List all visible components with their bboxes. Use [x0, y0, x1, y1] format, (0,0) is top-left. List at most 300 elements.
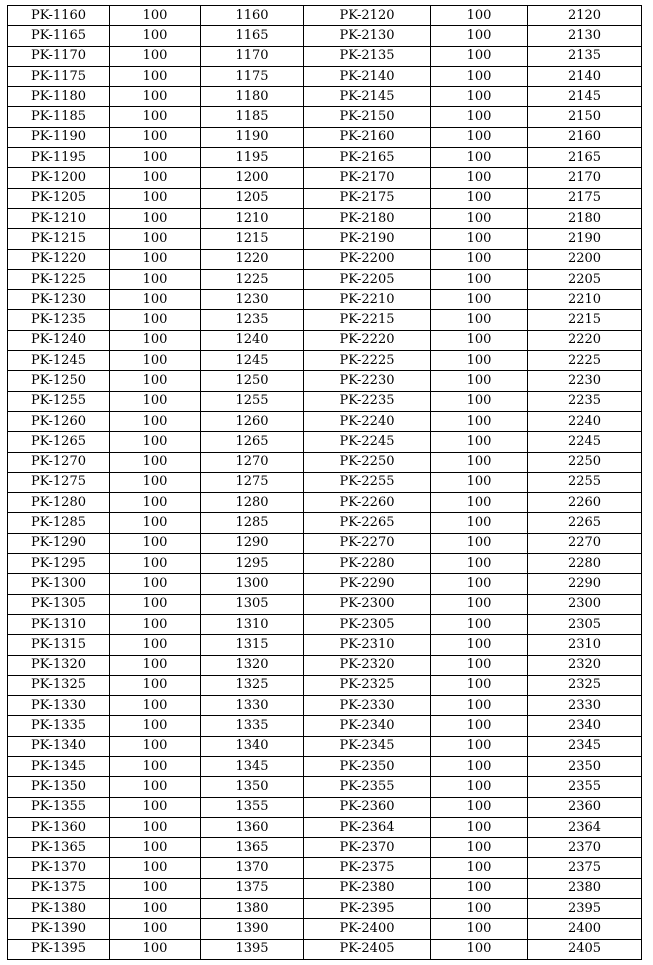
table-row — [8, 168, 642, 188]
left-qty-cell: 100 — [110, 310, 201, 330]
right-code-cell: PK-2150 — [304, 107, 431, 127]
right-number-cell: 2215 — [528, 310, 642, 330]
right-qty-cell: 100 — [431, 493, 528, 513]
right-qty-cell: 100 — [431, 249, 528, 269]
left-qty-cell: 100 — [110, 858, 201, 878]
right-code-cell: PK-2205 — [304, 269, 431, 289]
right-code-cell: PK-2140 — [304, 66, 431, 86]
right-qty-cell: 100 — [431, 411, 528, 431]
table-row — [8, 188, 642, 208]
right-number-cell: 2380 — [528, 878, 642, 898]
left-number-cell: 1320 — [201, 655, 304, 675]
left-code-cell: PK-1160 — [8, 6, 110, 26]
right-number-cell: 2370 — [528, 838, 642, 858]
left-qty-cell: 100 — [110, 635, 201, 655]
right-number-cell: 2240 — [528, 411, 642, 431]
right-number-cell: 2225 — [528, 351, 642, 371]
right-number-cell: 2364 — [528, 817, 642, 837]
left-qty-cell: 100 — [110, 513, 201, 533]
left-qty-cell: 100 — [110, 472, 201, 492]
right-code-cell: PK-2340 — [304, 716, 431, 736]
right-number-cell: 2340 — [528, 716, 642, 736]
right-number-cell: 2305 — [528, 614, 642, 634]
table-row — [8, 716, 642, 736]
right-code-cell: PK-2165 — [304, 148, 431, 168]
left-qty-cell: 100 — [110, 208, 201, 228]
table-row — [8, 6, 642, 26]
table-row — [8, 127, 642, 147]
right-number-cell: 2355 — [528, 777, 642, 797]
left-number-cell: 1395 — [201, 939, 304, 959]
left-number-cell: 1170 — [201, 46, 304, 66]
left-number-cell: 1350 — [201, 777, 304, 797]
right-number-cell: 2220 — [528, 330, 642, 350]
left-qty-cell: 100 — [110, 269, 201, 289]
left-code-cell: PK-1395 — [8, 939, 110, 959]
left-qty-cell: 100 — [110, 655, 201, 675]
table-row — [8, 554, 642, 574]
table-row — [8, 533, 642, 553]
left-qty-cell: 100 — [110, 756, 201, 776]
table-row — [8, 513, 642, 533]
right-code-cell: PK-2270 — [304, 533, 431, 553]
left-number-cell: 1310 — [201, 614, 304, 634]
right-number-cell: 2230 — [528, 371, 642, 391]
left-qty-cell: 100 — [110, 493, 201, 513]
left-code-cell: PK-1190 — [8, 127, 110, 147]
left-number-cell: 1365 — [201, 838, 304, 858]
left-qty-cell: 100 — [110, 46, 201, 66]
right-number-cell: 2140 — [528, 66, 642, 86]
left-qty-cell: 100 — [110, 371, 201, 391]
right-number-cell: 2170 — [528, 168, 642, 188]
right-code-cell: PK-2355 — [304, 777, 431, 797]
left-qty-cell: 100 — [110, 411, 201, 431]
left-number-cell: 1335 — [201, 716, 304, 736]
left-code-cell: PK-1270 — [8, 452, 110, 472]
left-number-cell: 1270 — [201, 452, 304, 472]
left-code-cell: PK-1215 — [8, 229, 110, 249]
table-row — [8, 655, 642, 675]
left-code-cell: PK-1285 — [8, 513, 110, 533]
left-code-cell: PK-1165 — [8, 26, 110, 46]
left-qty-cell: 100 — [110, 817, 201, 837]
right-number-cell: 2265 — [528, 513, 642, 533]
right-qty-cell: 100 — [431, 269, 528, 289]
table-row — [8, 614, 642, 634]
left-code-cell: PK-1250 — [8, 371, 110, 391]
left-qty-cell: 100 — [110, 899, 201, 919]
right-qty-cell: 100 — [431, 939, 528, 959]
left-code-cell: PK-1355 — [8, 797, 110, 817]
left-code-cell: PK-1345 — [8, 756, 110, 776]
table-row — [8, 148, 642, 168]
left-code-cell: PK-1300 — [8, 574, 110, 594]
left-number-cell: 1225 — [201, 269, 304, 289]
right-number-cell: 2345 — [528, 736, 642, 756]
left-qty-cell: 100 — [110, 838, 201, 858]
right-number-cell: 2135 — [528, 46, 642, 66]
table-row — [8, 411, 642, 431]
left-qty-cell: 100 — [110, 797, 201, 817]
right-number-cell: 2145 — [528, 87, 642, 107]
right-number-cell: 2190 — [528, 229, 642, 249]
right-code-cell: PK-2180 — [304, 208, 431, 228]
right-qty-cell: 100 — [431, 351, 528, 371]
right-qty-cell: 100 — [431, 675, 528, 695]
right-qty-cell: 100 — [431, 736, 528, 756]
left-qty-cell: 100 — [110, 696, 201, 716]
right-qty-cell: 100 — [431, 594, 528, 614]
right-code-cell: PK-2300 — [304, 594, 431, 614]
left-qty-cell: 100 — [110, 148, 201, 168]
right-qty-cell: 100 — [431, 777, 528, 797]
table-row — [8, 675, 642, 695]
left-code-cell: PK-1325 — [8, 675, 110, 695]
left-qty-cell: 100 — [110, 878, 201, 898]
left-code-cell: PK-1290 — [8, 533, 110, 553]
table-row — [8, 229, 642, 249]
table-row — [8, 878, 642, 898]
right-qty-cell: 100 — [431, 554, 528, 574]
right-code-cell: PK-2190 — [304, 229, 431, 249]
right-qty-cell: 100 — [431, 817, 528, 837]
right-number-cell: 2280 — [528, 554, 642, 574]
left-code-cell: PK-1365 — [8, 838, 110, 858]
right-qty-cell: 100 — [431, 797, 528, 817]
left-number-cell: 1200 — [201, 168, 304, 188]
left-code-cell: PK-1170 — [8, 46, 110, 66]
left-number-cell: 1355 — [201, 797, 304, 817]
table-row — [8, 736, 642, 756]
right-qty-cell: 100 — [431, 127, 528, 147]
left-code-cell: PK-1210 — [8, 208, 110, 228]
right-qty-cell: 100 — [431, 533, 528, 553]
left-number-cell: 1275 — [201, 472, 304, 492]
table-row — [8, 290, 642, 310]
left-number-cell: 1340 — [201, 736, 304, 756]
right-qty-cell: 100 — [431, 635, 528, 655]
left-qty-cell: 100 — [110, 533, 201, 553]
right-number-cell: 2255 — [528, 472, 642, 492]
right-code-cell: PK-2320 — [304, 655, 431, 675]
table-row — [8, 899, 642, 919]
table-row — [8, 838, 642, 858]
left-qty-cell: 100 — [110, 87, 201, 107]
right-number-cell: 2350 — [528, 756, 642, 776]
right-qty-cell: 100 — [431, 26, 528, 46]
left-number-cell: 1305 — [201, 594, 304, 614]
right-qty-cell: 100 — [431, 66, 528, 86]
right-number-cell: 2130 — [528, 26, 642, 46]
right-number-cell: 2175 — [528, 188, 642, 208]
left-code-cell: PK-1330 — [8, 696, 110, 716]
left-code-cell: PK-1205 — [8, 188, 110, 208]
right-code-cell: PK-2280 — [304, 554, 431, 574]
right-qty-cell: 100 — [431, 858, 528, 878]
table-row — [8, 696, 642, 716]
table-row — [8, 939, 642, 959]
right-number-cell: 2330 — [528, 696, 642, 716]
left-number-cell: 1260 — [201, 411, 304, 431]
right-code-cell: PK-2350 — [304, 756, 431, 776]
left-code-cell: PK-1375 — [8, 878, 110, 898]
left-code-cell: PK-1275 — [8, 472, 110, 492]
left-number-cell: 1215 — [201, 229, 304, 249]
right-code-cell: PK-2364 — [304, 817, 431, 837]
right-qty-cell: 100 — [431, 310, 528, 330]
right-code-cell: PK-2375 — [304, 858, 431, 878]
right-qty-cell: 100 — [431, 6, 528, 26]
left-code-cell: PK-1225 — [8, 269, 110, 289]
left-number-cell: 1250 — [201, 371, 304, 391]
left-number-cell: 1315 — [201, 635, 304, 655]
left-qty-cell: 100 — [110, 777, 201, 797]
right-qty-cell: 100 — [431, 838, 528, 858]
left-number-cell: 1205 — [201, 188, 304, 208]
left-number-cell: 1185 — [201, 107, 304, 127]
right-number-cell: 2395 — [528, 899, 642, 919]
right-code-cell: PK-2405 — [304, 939, 431, 959]
left-code-cell: PK-1200 — [8, 168, 110, 188]
right-code-cell: PK-2395 — [304, 899, 431, 919]
right-number-cell: 2325 — [528, 675, 642, 695]
left-qty-cell: 100 — [110, 66, 201, 86]
right-number-cell: 2235 — [528, 391, 642, 411]
right-qty-cell: 100 — [431, 87, 528, 107]
left-qty-cell: 100 — [110, 939, 201, 959]
left-code-cell: PK-1380 — [8, 899, 110, 919]
left-number-cell: 1265 — [201, 432, 304, 452]
table-row — [8, 919, 642, 939]
left-number-cell: 1345 — [201, 756, 304, 776]
left-number-cell: 1210 — [201, 208, 304, 228]
right-qty-cell: 100 — [431, 148, 528, 168]
table-row — [8, 452, 642, 472]
table-row — [8, 66, 642, 86]
table-row — [8, 817, 642, 837]
left-qty-cell: 100 — [110, 107, 201, 127]
right-qty-cell: 100 — [431, 655, 528, 675]
right-code-cell: PK-2120 — [304, 6, 431, 26]
left-qty-cell: 100 — [110, 391, 201, 411]
left-code-cell: PK-1305 — [8, 594, 110, 614]
right-qty-cell: 100 — [431, 188, 528, 208]
right-code-cell: PK-2245 — [304, 432, 431, 452]
right-qty-cell: 100 — [431, 229, 528, 249]
right-code-cell: PK-2290 — [304, 574, 431, 594]
right-qty-cell: 100 — [431, 574, 528, 594]
left-qty-cell: 100 — [110, 26, 201, 46]
right-qty-cell: 100 — [431, 371, 528, 391]
left-number-cell: 1230 — [201, 290, 304, 310]
left-code-cell: PK-1370 — [8, 858, 110, 878]
left-qty-cell: 100 — [110, 168, 201, 188]
left-qty-cell: 100 — [110, 351, 201, 371]
right-code-cell: PK-2345 — [304, 736, 431, 756]
table-row — [8, 493, 642, 513]
right-number-cell: 2160 — [528, 127, 642, 147]
left-qty-cell: 100 — [110, 229, 201, 249]
right-qty-cell: 100 — [431, 290, 528, 310]
right-number-cell: 2320 — [528, 655, 642, 675]
table-row — [8, 756, 642, 776]
left-code-cell: PK-1240 — [8, 330, 110, 350]
right-qty-cell: 100 — [431, 716, 528, 736]
right-qty-cell: 100 — [431, 452, 528, 472]
left-number-cell: 1245 — [201, 351, 304, 371]
right-number-cell: 2300 — [528, 594, 642, 614]
left-code-cell: PK-1260 — [8, 411, 110, 431]
table-row — [8, 574, 642, 594]
data-table — [7, 5, 642, 960]
table-row — [8, 46, 642, 66]
left-number-cell: 1285 — [201, 513, 304, 533]
left-code-cell: PK-1335 — [8, 716, 110, 736]
left-number-cell: 1300 — [201, 574, 304, 594]
left-number-cell: 1325 — [201, 675, 304, 695]
left-qty-cell: 100 — [110, 452, 201, 472]
right-qty-cell: 100 — [431, 614, 528, 634]
left-qty-cell: 100 — [110, 432, 201, 452]
left-number-cell: 1160 — [201, 6, 304, 26]
right-code-cell: PK-2240 — [304, 411, 431, 431]
right-code-cell: PK-2260 — [304, 493, 431, 513]
table-row — [8, 777, 642, 797]
right-code-cell: PK-2175 — [304, 188, 431, 208]
right-code-cell: PK-2225 — [304, 351, 431, 371]
left-number-cell: 1175 — [201, 66, 304, 86]
left-code-cell: PK-1310 — [8, 614, 110, 634]
right-number-cell: 2210 — [528, 290, 642, 310]
left-code-cell: PK-1185 — [8, 107, 110, 127]
left-qty-cell: 100 — [110, 249, 201, 269]
left-number-cell: 1330 — [201, 696, 304, 716]
left-qty-cell: 100 — [110, 594, 201, 614]
left-number-cell: 1235 — [201, 310, 304, 330]
right-code-cell: PK-2325 — [304, 675, 431, 695]
right-number-cell: 2250 — [528, 452, 642, 472]
right-code-cell: PK-2220 — [304, 330, 431, 350]
right-qty-cell: 100 — [431, 696, 528, 716]
left-code-cell: PK-1320 — [8, 655, 110, 675]
left-code-cell: PK-1235 — [8, 310, 110, 330]
right-qty-cell: 100 — [431, 107, 528, 127]
right-code-cell: PK-2145 — [304, 87, 431, 107]
right-number-cell: 2360 — [528, 797, 642, 817]
left-qty-cell: 100 — [110, 919, 201, 939]
right-code-cell: PK-2235 — [304, 391, 431, 411]
left-number-cell: 1195 — [201, 148, 304, 168]
right-code-cell: PK-2400 — [304, 919, 431, 939]
left-number-cell: 1380 — [201, 899, 304, 919]
left-code-cell: PK-1245 — [8, 351, 110, 371]
left-number-cell: 1375 — [201, 878, 304, 898]
right-code-cell: PK-2135 — [304, 46, 431, 66]
left-qty-cell: 100 — [110, 290, 201, 310]
right-code-cell: PK-2265 — [304, 513, 431, 533]
right-number-cell: 2270 — [528, 533, 642, 553]
right-qty-cell: 100 — [431, 391, 528, 411]
left-number-cell: 1190 — [201, 127, 304, 147]
left-qty-cell: 100 — [110, 554, 201, 574]
left-code-cell: PK-1280 — [8, 493, 110, 513]
left-qty-cell: 100 — [110, 574, 201, 594]
left-code-cell: PK-1315 — [8, 635, 110, 655]
left-number-cell: 1240 — [201, 330, 304, 350]
right-number-cell: 2260 — [528, 493, 642, 513]
left-code-cell: PK-1175 — [8, 66, 110, 86]
left-number-cell: 1295 — [201, 554, 304, 574]
right-code-cell: PK-2160 — [304, 127, 431, 147]
left-qty-cell: 100 — [110, 614, 201, 634]
left-qty-cell: 100 — [110, 675, 201, 695]
table-row — [8, 858, 642, 878]
right-number-cell: 2375 — [528, 858, 642, 878]
right-number-cell: 2245 — [528, 432, 642, 452]
left-qty-cell: 100 — [110, 716, 201, 736]
right-number-cell: 2205 — [528, 269, 642, 289]
left-number-cell: 1290 — [201, 533, 304, 553]
left-number-cell: 1180 — [201, 87, 304, 107]
right-number-cell: 2310 — [528, 635, 642, 655]
left-qty-cell: 100 — [110, 188, 201, 208]
table-row — [8, 330, 642, 350]
left-number-cell: 1255 — [201, 391, 304, 411]
left-number-cell: 1370 — [201, 858, 304, 878]
right-code-cell: PK-2250 — [304, 452, 431, 472]
right-code-cell: PK-2130 — [304, 26, 431, 46]
right-code-cell: PK-2200 — [304, 249, 431, 269]
left-number-cell: 1220 — [201, 249, 304, 269]
left-code-cell: PK-1230 — [8, 290, 110, 310]
right-code-cell: PK-2215 — [304, 310, 431, 330]
right-qty-cell: 100 — [431, 46, 528, 66]
left-code-cell: PK-1255 — [8, 391, 110, 411]
right-code-cell: PK-2310 — [304, 635, 431, 655]
right-code-cell: PK-2170 — [304, 168, 431, 188]
left-code-cell: PK-1220 — [8, 249, 110, 269]
table-row — [8, 107, 642, 127]
left-qty-cell: 100 — [110, 127, 201, 147]
left-number-cell: 1165 — [201, 26, 304, 46]
right-qty-cell: 100 — [431, 208, 528, 228]
right-qty-cell: 100 — [431, 756, 528, 776]
table-row — [8, 594, 642, 614]
table-body — [8, 6, 642, 960]
left-code-cell: PK-1195 — [8, 148, 110, 168]
right-qty-cell: 100 — [431, 330, 528, 350]
left-code-cell: PK-1360 — [8, 817, 110, 837]
right-code-cell: PK-2360 — [304, 797, 431, 817]
left-qty-cell: 100 — [110, 330, 201, 350]
table-row — [8, 249, 642, 269]
table-row — [8, 391, 642, 411]
right-code-cell: PK-2370 — [304, 838, 431, 858]
table-row — [8, 635, 642, 655]
table-row — [8, 797, 642, 817]
right-qty-cell: 100 — [431, 168, 528, 188]
table-row — [8, 351, 642, 371]
left-code-cell: PK-1350 — [8, 777, 110, 797]
right-qty-cell: 100 — [431, 878, 528, 898]
right-code-cell: PK-2255 — [304, 472, 431, 492]
table-row — [8, 472, 642, 492]
left-code-cell: PK-1295 — [8, 554, 110, 574]
left-qty-cell: 100 — [110, 736, 201, 756]
left-number-cell: 1280 — [201, 493, 304, 513]
right-number-cell: 2180 — [528, 208, 642, 228]
